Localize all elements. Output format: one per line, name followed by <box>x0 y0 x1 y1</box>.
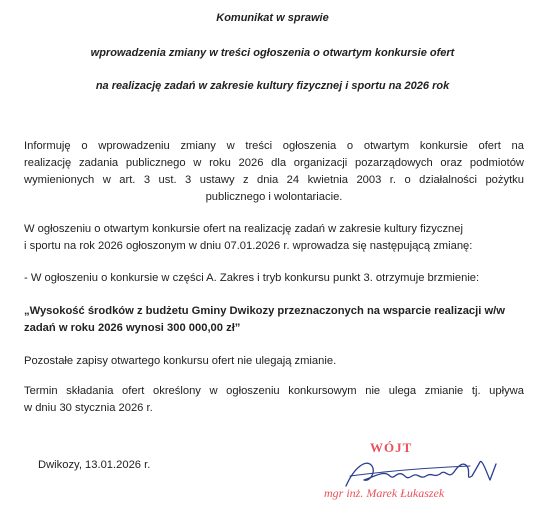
change-intro-paragraph <box>24 221 524 255</box>
announcement-subject-line-2: na realizację zadań w zakresie kultury fizycznej i sportu na 2026 rok <box>95 80 450 92</box>
intro-line: wymienionych w art. 3 ust. 3 ustawy z dnia 24 kwietnia 2003 r. o działalności pożytku <box>24 174 524 186</box>
announcement-subject-line-1: wprowadzenia zmiany w treści ogłoszenia o otwartym konkursie ofert <box>90 47 455 59</box>
signature-block <box>320 440 535 520</box>
announcement-title: Komunikat w sprawie <box>216 12 329 24</box>
remaining-provisions-paragraph <box>24 353 524 370</box>
place-and-date: Dwikozy, 13.01.2026 r. <box>38 459 151 471</box>
change-intro-line: i sportu na rok 2026 ogłoszonym w dniu 07.01.2026 r. wprowadza się następującą zmianę: <box>24 240 473 252</box>
new-wording-line: zadań w roku 2026 wynosi 300 000,00 zł” <box>24 322 241 334</box>
new-wording-paragraph <box>24 303 524 337</box>
remaining-provisions-line: Pozostałe zapisy otwartego konkursu ofert nie ulegają zmianie. <box>24 355 337 367</box>
new-wording-line: „Wysokość środków z budżetu Gminy Dwikozy przeznaczonych na wsparcie realizacji w/w <box>24 305 505 317</box>
change-intro-line: W ogłoszeniu o otwartym konkursie ofert na realizację zadań w zakresie kultury fizycznej <box>24 223 463 235</box>
intro-paragraph <box>24 138 524 206</box>
stamp-title: WÓJT <box>370 440 413 455</box>
deadline-line: w dniu 30 stycznia 2026 r. <box>24 402 153 414</box>
intro-line: Informuję o wprowadzeniu zmiany w treści ogłoszenia o otwartym konkursie ofert na <box>24 140 524 152</box>
change-item-line: - W ogłoszeniu o konkursie w części A. Zakres i tryb konkursu punkt 3. otrzymuje brzmienie: <box>24 272 480 284</box>
deadline-line: Termin składania ofert określony w ogłoszeniu konkursowym nie ulega zmianie tj. upływa <box>24 385 524 397</box>
deadline-paragraph <box>24 383 524 417</box>
stamp-name: mgr inż. Marek Łukaszek <box>324 486 445 500</box>
intro-line: realizację zadania publicznego w roku 2026 dla organizacji pozarządowych oraz podmiotów <box>24 157 524 169</box>
intro-line: publicznego i wolontariacie. <box>205 191 343 203</box>
change-item-paragraph <box>24 270 524 287</box>
